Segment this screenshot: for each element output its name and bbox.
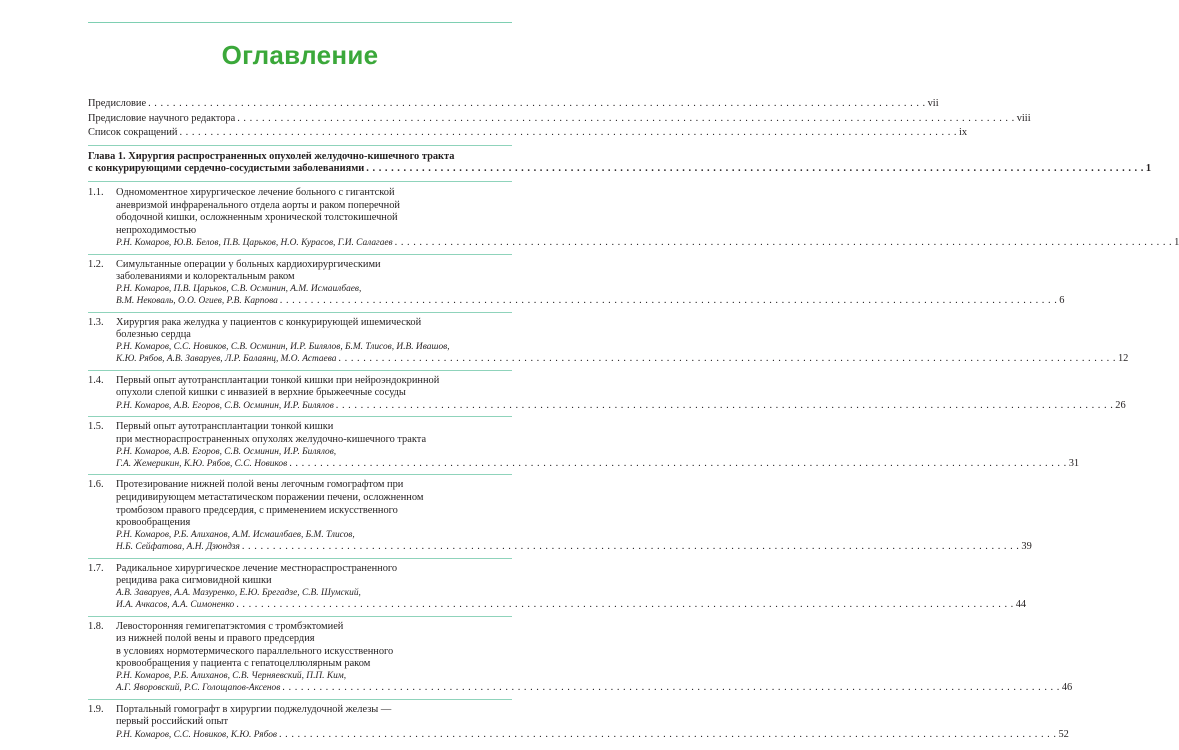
section-number: 1.6. bbox=[88, 479, 104, 491]
dot-leader bbox=[236, 599, 1014, 610]
section-title-line: болезнью сердца bbox=[116, 329, 191, 341]
section-title-line: в условиях нормотермического параллельного искусственного bbox=[116, 645, 394, 657]
divider bbox=[88, 474, 512, 475]
entry-page-number: ix bbox=[958, 127, 968, 139]
section-page-number: 44 bbox=[1015, 599, 1027, 611]
section-body bbox=[116, 621, 1072, 695]
section-number: 1.3. bbox=[88, 316, 104, 328]
section-authors-row bbox=[116, 400, 1126, 412]
dot-leader bbox=[242, 541, 1020, 552]
section-number: 1.1. bbox=[88, 186, 104, 198]
section-number: 1.8. bbox=[88, 620, 104, 632]
section-authors-line: Р.Н. Комаров, Р.Б. Алиханов, А.М. Исмаилбаев, Б.М. Тлисов, bbox=[116, 529, 355, 540]
chapter-heading[interactable] bbox=[88, 150, 1152, 176]
section-authors-line: Р.Н. Комаров, А.В. Егоров, С.В. Осминин, И.Р. Билялов bbox=[116, 400, 334, 411]
top-rule bbox=[88, 22, 512, 23]
entry-label: Список сокращений bbox=[88, 127, 178, 139]
section-authors-line: Р.Н. Комаров, П.В. Царьков, С.В. Осминин, А.М. Исмаилбаев, bbox=[116, 283, 362, 294]
dot-leader bbox=[366, 163, 1144, 176]
section-authors-line: Р.Н. Комаров, А.В. Егоров, С.В. Осминин, И.Р. Билялов, bbox=[116, 446, 337, 457]
section-title-line: кровообращения у пациента с гепатоцеллюлярным раком bbox=[116, 658, 371, 670]
section-title-line: из нижней полой вены и правого предсердия bbox=[116, 633, 315, 645]
dot-leader bbox=[179, 127, 957, 140]
section-authors-line: Р.Н. Комаров, Ю.В. Белов, П.В. Царьков, Н.О. Курасов, Г.И. Салагаев bbox=[116, 238, 393, 249]
dot-leader bbox=[289, 458, 1067, 469]
section-page-number: 26 bbox=[1115, 399, 1126, 411]
dot-leader bbox=[279, 729, 1057, 740]
dot-leader bbox=[148, 98, 926, 111]
section-authors-row bbox=[116, 353, 1128, 365]
section-title-line: тромбозом правого предсердия, с применением искусственного bbox=[116, 504, 398, 516]
section-number: 1.9. bbox=[88, 703, 104, 715]
section-number: 1.2. bbox=[88, 258, 104, 270]
section-body bbox=[116, 479, 1032, 553]
divider bbox=[88, 145, 512, 146]
section-title-line: опухоли слепой кишки с инвазией в верхние брыжеечные сосуды bbox=[116, 387, 406, 399]
section-body bbox=[116, 421, 1079, 470]
toc-section-entry[interactable] bbox=[88, 316, 1129, 366]
section-authors-line: В.М. Нековаль, О.О. Огиев, Р.В. Карпова bbox=[116, 296, 278, 307]
toc-section-entry[interactable] bbox=[88, 562, 1027, 612]
section-authors-row bbox=[116, 458, 1079, 470]
section-list bbox=[88, 186, 1179, 741]
section-title-line: Первый опыт аутотрансплантации тонкой кишки при нейроэндокринной bbox=[116, 374, 440, 386]
divider bbox=[88, 312, 512, 313]
chapter-page-number: 1 bbox=[1145, 163, 1152, 175]
section-authors-line: И.А. Ачкасов, А.А. Симоненко bbox=[116, 600, 235, 611]
section-page-number: 1 bbox=[1174, 237, 1179, 249]
section-authors-row bbox=[116, 599, 1026, 611]
section-title-line: Портальный гомографт в хирургии поджелудочной железы — bbox=[116, 703, 392, 715]
section-body bbox=[116, 563, 1026, 612]
section-title-line: заболеваниями и колоректальным раком bbox=[116, 271, 295, 283]
dot-leader bbox=[336, 400, 1114, 411]
dot-leader bbox=[280, 295, 1058, 306]
section-number: 1.5. bbox=[88, 421, 104, 433]
section-authors-line: А.В. Заваруев, А.А. Мазуренко, Е.Ю. Брегадзе, С.В. Шумский, bbox=[116, 587, 361, 598]
section-title-line: ободочной кишки, осложненным хронической толстокишечной bbox=[116, 212, 398, 224]
divider bbox=[88, 558, 512, 559]
section-body bbox=[116, 259, 1065, 308]
section-title-line: непроходимостью bbox=[116, 224, 197, 236]
entry-page-number: viii bbox=[1016, 112, 1031, 124]
section-title-line: Радикальное хирургическое лечение местнораспространенного bbox=[116, 562, 398, 574]
section-title-line: Хирургия рака желудка у пациентов с конкурирующей ишемической bbox=[116, 316, 422, 328]
section-body bbox=[116, 317, 1128, 366]
section-number: 1.4. bbox=[88, 374, 104, 386]
section-title-line: Симультанные операции у больных кардиохирургическими bbox=[116, 258, 381, 270]
entry-label: Предисловие bbox=[88, 98, 147, 109]
section-title-line: Левосторонняя гемигепатэктомия с тромбэктомией bbox=[116, 620, 344, 632]
toc-section-entry[interactable] bbox=[88, 258, 1065, 308]
chapter-title-line1: Глава 1. Хирургия распространенных опухолей желудочно-кишечного тракта bbox=[88, 150, 455, 162]
section-title-line: кровообращения bbox=[116, 517, 191, 529]
divider bbox=[88, 181, 512, 182]
section-title-line: первый российский опыт bbox=[116, 716, 229, 728]
section-body bbox=[116, 375, 1126, 413]
preface-list bbox=[88, 98, 1031, 140]
section-title-line: рецидивирующем метастатическом поражении печени, осложненном bbox=[116, 491, 424, 503]
section-authors-row bbox=[116, 682, 1072, 694]
divider bbox=[88, 616, 512, 617]
section-authors-line: Р.Н. Комаров, С.С. Новиков, К.Ю. Рябов bbox=[116, 729, 277, 740]
section-page-number: 12 bbox=[1117, 353, 1129, 365]
section-body bbox=[116, 704, 1069, 742]
toc-section-entry[interactable] bbox=[88, 620, 1073, 695]
dot-leader bbox=[395, 237, 1173, 248]
section-authors-line: Р.Н. Комаров, Р.Б. Алиханов, С.В. Черняевский, П.П. Ким, bbox=[116, 670, 347, 681]
table-of-contents bbox=[88, 98, 1179, 741]
section-body bbox=[116, 187, 1179, 250]
section-authors-row bbox=[116, 237, 1179, 249]
toc-entry[interactable] bbox=[88, 127, 968, 140]
section-page-number: 52 bbox=[1058, 728, 1069, 740]
dot-leader bbox=[338, 353, 1116, 364]
divider bbox=[88, 254, 512, 255]
divider bbox=[88, 699, 512, 700]
page-title: Оглавление bbox=[221, 40, 379, 70]
section-authors-row bbox=[116, 541, 1032, 553]
section-title-line: при местнораспространенных опухолях желудочно-кишечного тракта bbox=[116, 433, 427, 445]
toc-section-entry[interactable] bbox=[88, 186, 1179, 250]
divider bbox=[88, 416, 512, 417]
section-page-number: 31 bbox=[1068, 457, 1080, 469]
section-authors-line: К.Ю. Рябов, А.В. Заваруев, Л.Р. Балаянц, М.О. Астаева bbox=[116, 354, 337, 365]
section-title-line: Протезирование нижней полой вены легочным гомографтом при bbox=[116, 479, 404, 491]
toc-entry[interactable] bbox=[88, 112, 1031, 126]
section-page-number: 46 bbox=[1061, 682, 1073, 694]
section-number: 1.7. bbox=[88, 562, 104, 574]
toc-section-entry[interactable] bbox=[88, 703, 1069, 742]
entry-page-number: vii bbox=[927, 98, 939, 109]
toc-section-entry[interactable] bbox=[88, 374, 1126, 413]
section-title-line: аневризмой инфраренального отдела аорты и раком поперечной bbox=[116, 199, 400, 211]
section-authors-line: Р.Н. Комаров, С.С. Новиков, С.В. Осминин, И.Р. Билялов, Б.М. Тлисов, И.В. Ивашов, bbox=[116, 341, 450, 352]
section-title-line: рецидива рака сигмовидной кишки bbox=[116, 575, 272, 587]
dot-leader bbox=[282, 682, 1060, 693]
chapter-title-line2: с конкурирующими сердечно-сосудистыми заболеваниями bbox=[88, 163, 365, 175]
section-authors-row bbox=[116, 729, 1069, 741]
section-title-line: Первый опыт аутотрансплантации тонкой кишки bbox=[116, 421, 334, 433]
section-title-line: Одномоментное хирургическое лечение больного с гигантской bbox=[116, 186, 395, 198]
section-authors-line: А.Г. Яворовский, Р.С. Голощапов-Аксенов bbox=[116, 683, 281, 694]
section-authors-line: Г.А. Жемерикин, К.Ю. Рябов, С.С. Новиков bbox=[116, 458, 288, 469]
toc-section-entry[interactable] bbox=[88, 421, 1080, 470]
dot-leader bbox=[237, 113, 1015, 126]
toc-entry[interactable] bbox=[88, 98, 939, 111]
divider bbox=[88, 370, 512, 371]
section-authors-row bbox=[116, 295, 1065, 307]
toc-section-entry[interactable] bbox=[88, 479, 1032, 553]
section-page-number: 39 bbox=[1021, 541, 1032, 553]
entry-label: Предисловие научного редактора bbox=[88, 112, 236, 124]
section-page-number: 6 bbox=[1059, 295, 1065, 307]
section-authors-line: Н.Б. Сейфатова, А.Н. Дзюндзя bbox=[116, 542, 240, 553]
